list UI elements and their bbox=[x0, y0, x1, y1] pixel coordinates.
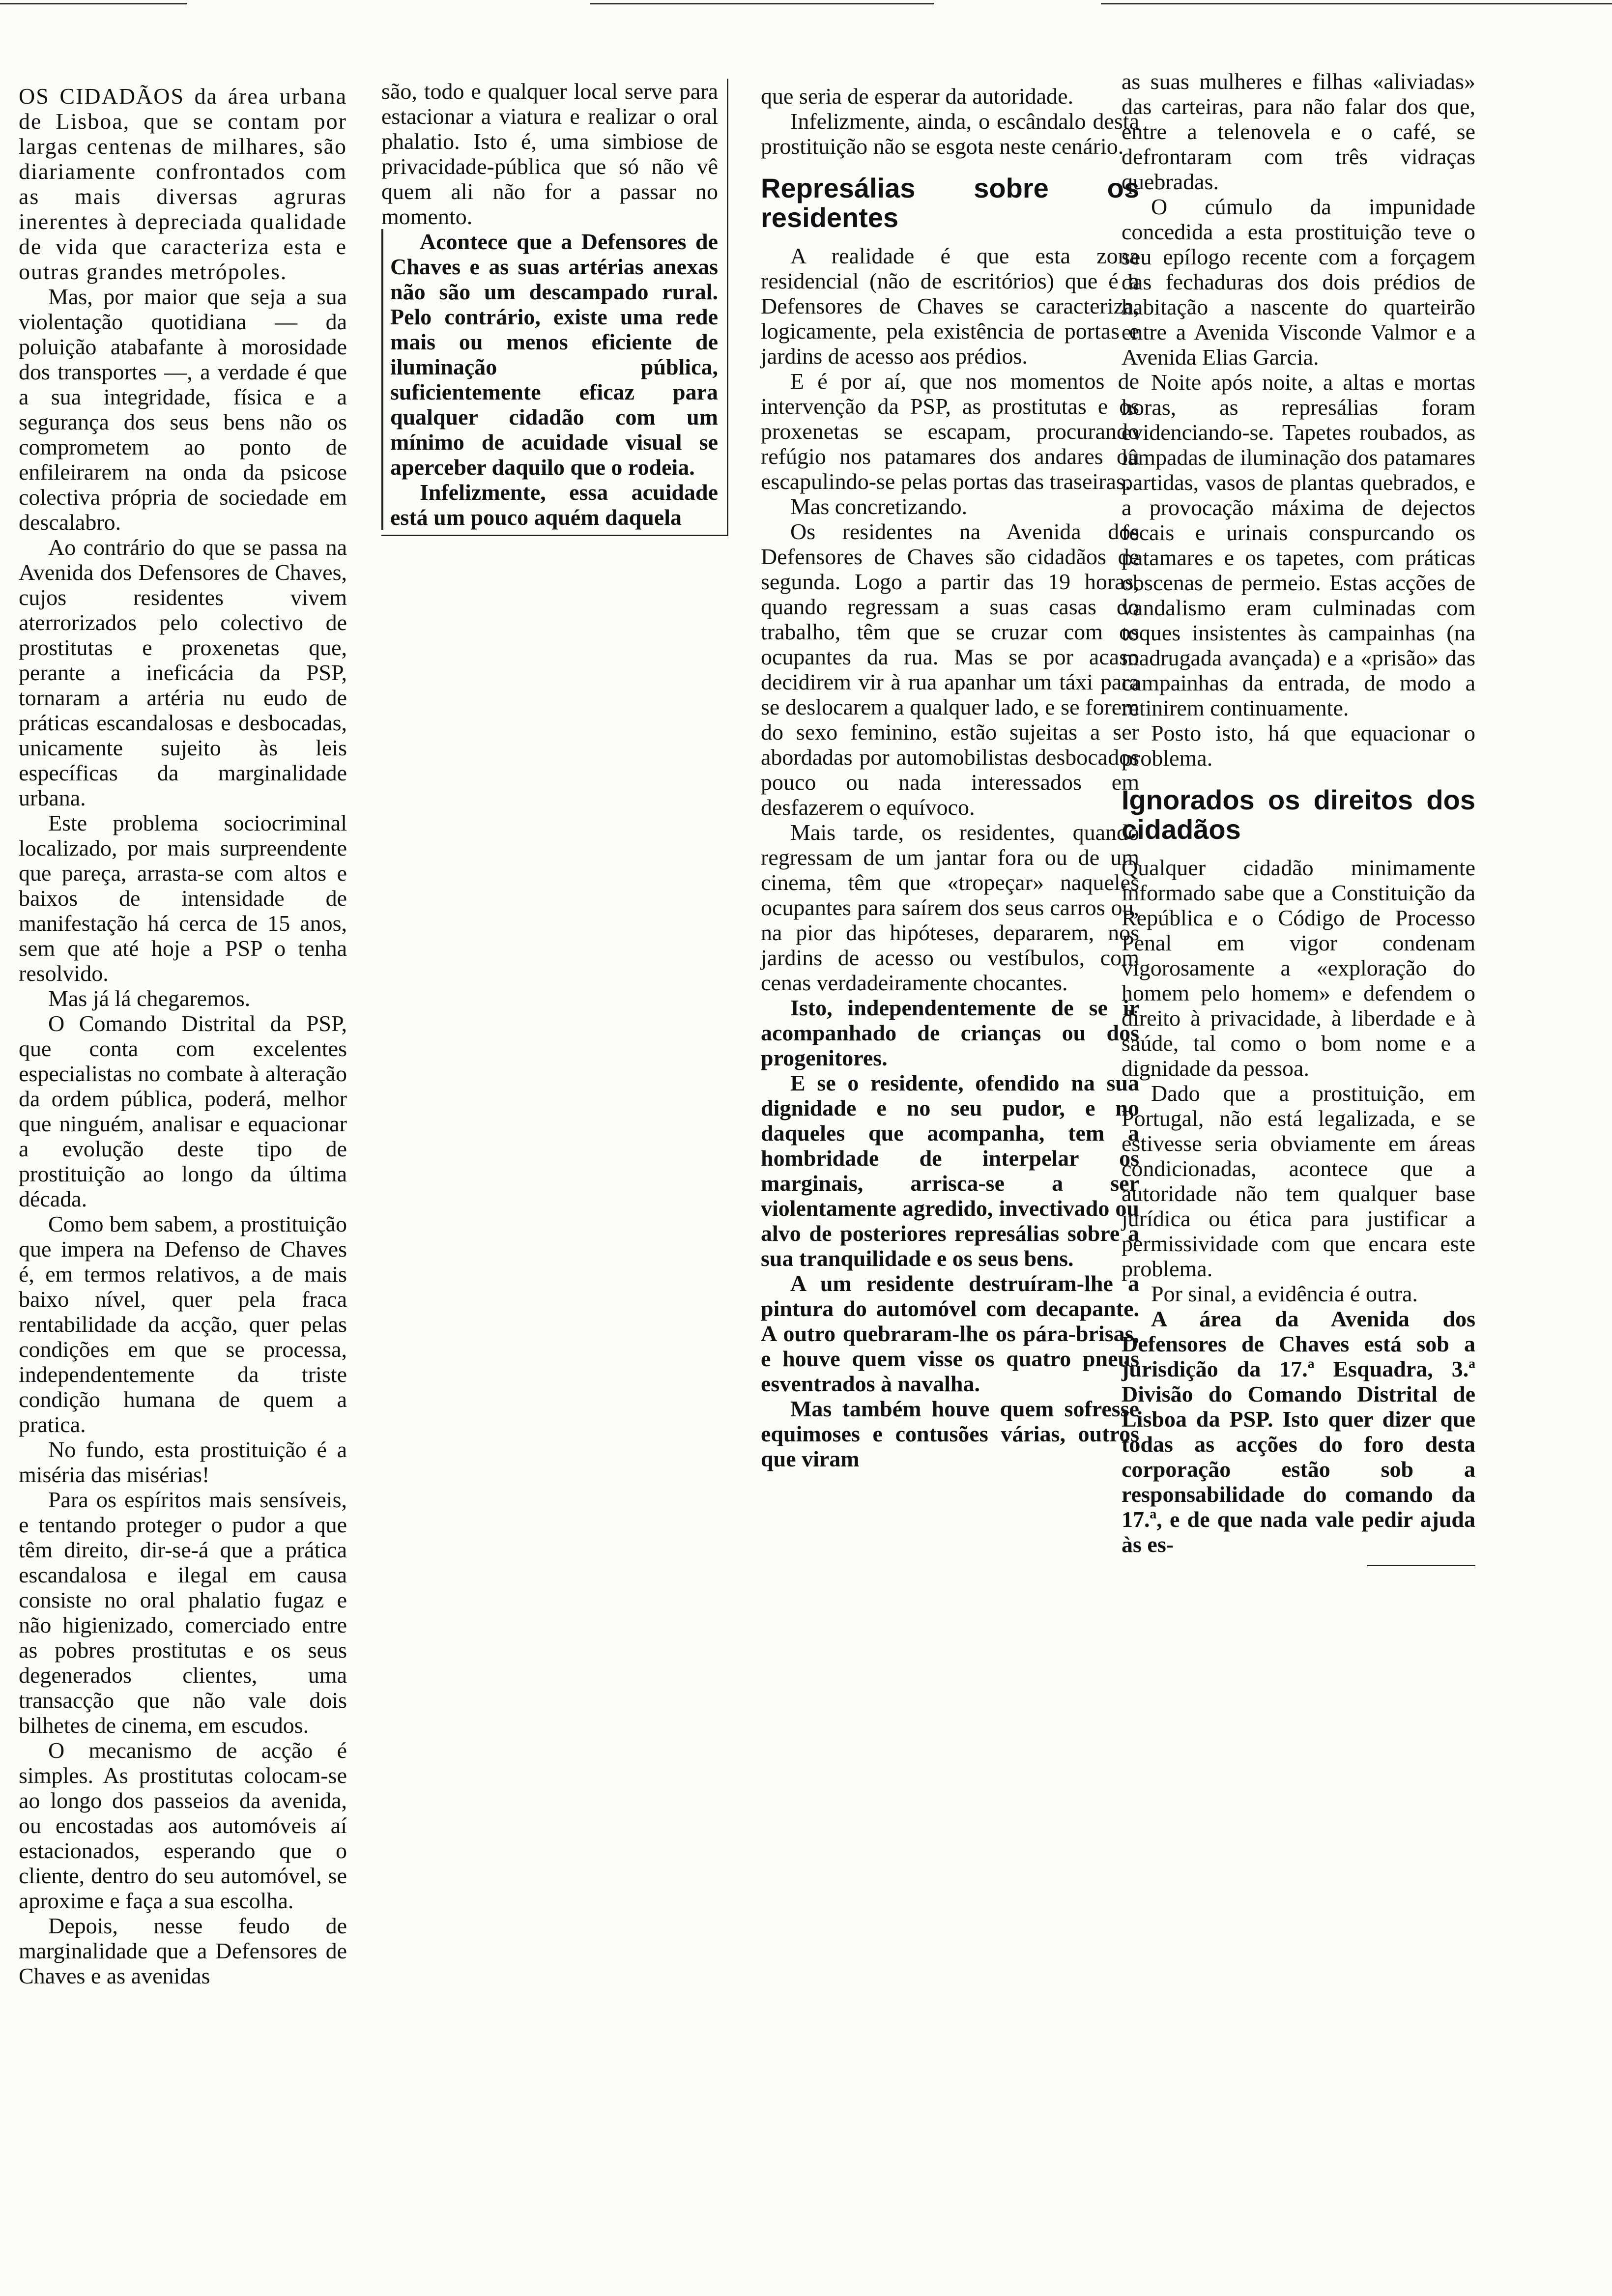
paragraph: O Comando Distrital da PSP, que conta com excelentes especialistas no combate à alteração da ordem pública, poderá, melhor que ninguém, analisar e equacionar a evolução deste tipo de prostituição ao longo da última década. bbox=[19, 1011, 347, 1211]
paragraph: Mas também houve quem sofresse equimoses e contusões várias, outros que viram bbox=[761, 1396, 1139, 1471]
paragraph: Noite após noite, a altas e mortas horas, as represálias foram evidenciando-se. Tapetes roubados, as lâmpadas de iluminação dos patamares partidas, vasos de plantas quebrados, e a provocação máxima de dejectos fecais e urinais conspurcando os patamares e os tapetes, com práticas obscenas de permeio. Estas acções de vandalismo eram culminadas com toques insistentes às campainhas (na madrugada avançada) e a «prisão» das campainhas da entrada, de modo a retinirem continuamente. bbox=[1122, 370, 1475, 720]
paragraph: O mecanismo de acção é simples. As prostitutas colocam-se ao longo dos passeios da avenida, ou encostadas aos automóveis aí estacionados, esperando que o cliente, dentro do seu automóvel, se aproxime e faça a sua escolha. bbox=[19, 1738, 347, 1913]
section-heading: Ignorados os direitos dos cidadãos bbox=[1122, 784, 1475, 845]
paragraph: Este problema sociocriminal localizado, por mais surpreendente que pareça, arrasta-se com altos e baixos de intensidade de manifestação há cerca de 15 anos, sem que até hoje a PSP o tenha resolvido. bbox=[19, 810, 347, 986]
paragraph: Infelizmente, ainda, o escândalo desta prostituição não se esgota neste cenário. bbox=[761, 109, 1139, 159]
top-rule-mid bbox=[590, 3, 934, 4]
paragraph: Posto isto, há que equacionar o problema. bbox=[1122, 720, 1475, 771]
paragraph: O cúmulo da impunidade concedida a esta prostituição teve o seu epílogo recente com a forçagem das fechaduras dos dois prédios de habitação a nascente do quarteirão entre a Avenida Visconde Valmor e a Avenida Elias Garcia. bbox=[1122, 194, 1475, 370]
paragraph: Depois, nesse feudo de marginalidade que a Defensores de Chaves e as avenidas bbox=[19, 1913, 347, 1988]
paragraph: Mas, por maior que seja a sua violentação quotidiana — da poluição atabafante à morosidade dos transportes —, a verdade é que a sua integridade, física e a segurança dos seus bens não os comprometem ao ponto de enfileirarem na onda da psicose colectiva própria de sociedade em descalabro. bbox=[19, 284, 347, 535]
paragraph: Os residentes na Avenida dos Defensores de Chaves são cidadãos de segunda. Logo a partir das 19 horas, quando regressam a suas casas do trabalho, têm que se cruzar com os ocupantes da rua. Mas se por acaso decidirem vir à rua apanhar um táxi para se deslocarem a qualquer lado, e se forem do sexo feminino, estão sujeitas a ser abordadas por automobilistas desbocados pouco ou nada interessados em desfazerem o equívoco. bbox=[761, 519, 1139, 820]
end-rule bbox=[1367, 1565, 1475, 1566]
highlight-box bbox=[381, 79, 728, 536]
paragraph: E se o residente, ofendido na sua dignidade e no seu pudor, e no daqueles que acompanha, tem a hombridade de interpelar os marginais, arrisca-se a ser violentamente agredido, invectivado ou alvo de posteriores represálias sobre a sua tranquilidade e os seus bens. bbox=[761, 1070, 1139, 1271]
paragraph: OS CIDADÃOS da área urbana de Lisboa, que se contam por largas centenas de milhares, são diariamente confrontados com as mais diversas agruras inerentes à depreciada qualidade de vida que caracteriza esta e outras grandes metrópoles. bbox=[19, 84, 347, 284]
paragraph: Acontece que a Defensores de Chaves e as suas artérias anexas não são um descampado rural. Pelo contrário, existe uma rede mais ou menos eficiente de iluminação pública, suficientemente eficaz para qualquer cidadão com um mínimo de acuidade visual se aperceber daquilo que o rodeia. bbox=[390, 229, 718, 480]
paragraph: que seria de esperar da autoridade. bbox=[761, 84, 1074, 109]
paragraph: No fundo, esta prostituição é a miséria das misérias! bbox=[19, 1437, 347, 1487]
paragraph: Mas já lá chegaremos. bbox=[48, 986, 251, 1011]
paragraph: as suas mulheres e filhas «aliviadas» das carteiras, para não falar dos que, entre a telenovela e o café, se defrontaram com três vidraças quebradas. bbox=[1122, 69, 1475, 194]
paragraph: Dado que a prostituição, em Portugal, não está legalizada, e se estivesse seria obviamente em áreas condicionadas, acontece que a autoridade não tem qualquer base jurídica ou ética para justificar a permissividade com que encara este problema. bbox=[1122, 1081, 1475, 1281]
paragraph: Por sinal, a evidência é outra. bbox=[1151, 1281, 1418, 1306]
paragraph: Como bem sabem, a prostituição que impera na Defenso de Chaves é, em termos relativos, a de mais baixo nível, quer pela fraca rentabilidade da acção, quer pelas condições em que se processa, independentemente da triste condição humana de quem a pratica. bbox=[19, 1211, 347, 1437]
paragraph: Mais tarde, os residentes, quando regressam de um jantar fora ou de um cinema, têm que «tropeçar» naqueles ocupantes para saírem dos seus carros ou, na pior das hipóteses, depararem, nos jardins de acesso ou vestíbulos, com cenas verdadeiramente chocantes. bbox=[761, 820, 1139, 995]
paragraph: Mas concretizando. bbox=[790, 494, 968, 519]
paragraph: Qualquer cidadão minimamente informado sabe que a Constituição da República e o Código de Processo Penal em vigor condenam vigorosamente a «exploração do homem pelo homem» e defendem o direito à privacidade, à liberdade e à saúde, tal como o bom nome e a dignidade da pessoa. bbox=[1122, 855, 1475, 1081]
article-column-3 bbox=[761, 84, 1139, 1471]
paragraph: Ao contrário do que se passa na Avenida dos Defensores de Chaves, cujos residentes vivem aterrorizados pelo colectivo de prostitutas e proxenetas que, perante a ineficácia da PSP, tornaram a artéria nu eudo de práticas escandalosas e desbocadas, unicamente sujeito às leis específicas da marginalidade urbana. bbox=[19, 535, 347, 810]
paragraph: A realidade é que esta zona residencial (não de escritórios) que é a Defensores de Chaves se caracteriza, logicamente, pela existência de portas e jardins de acesso aos prédios. bbox=[761, 243, 1139, 369]
paragraph: Infelizmente, essa acuidade está um pouco aquém daquela bbox=[390, 480, 718, 530]
paragraph: E é por aí, que nos momentos de intervenção da PSP, as prostitutas e os proxenetas se escapam, procurando refúgio nos patamares dos andares ou escapulindo-se pelas portas das traseiras. bbox=[761, 369, 1139, 494]
paragraph: A um residente destruíram-lhe a pintura do automóvel com decapante. A outro quebraram-lhe os pára-brisas, e houve quem visse os quatro pneus esventrados à navalha. bbox=[761, 1271, 1139, 1396]
paragraph: são, todo e qualquer local serve para estacionar a viatura e realizar o oral phalatio. Isto é, uma simbiose de privacidade-pública que só não vê quem ali não for a passar no momento. bbox=[381, 79, 718, 229]
article-column-4 bbox=[1122, 69, 1475, 1566]
section-heading: Represálias sobre os residentes bbox=[761, 172, 1139, 233]
paragraph: A área da Avenida dos Defensores de Chaves está sob a jurisdição da 17.ª Esquadra, 3.ª Divisão do Comando Distrital de Lisboa da PSP. Isto quer dizer que todas as acções do foro desta corporação estão sob a responsabilidade do comando da 17.ª, e de que nada vale pedir ajuda às es- bbox=[1122, 1306, 1475, 1557]
article-column-1 bbox=[19, 84, 347, 1988]
paragraph: Isto, independentemente de se ir acompanhado de crianças ou dos progenitores. bbox=[761, 995, 1139, 1070]
highlight-side-rule bbox=[381, 229, 718, 530]
article-column-2 bbox=[381, 79, 728, 536]
top-rule-right bbox=[1101, 3, 1612, 4]
paragraph: Para os espíritos mais sensíveis, e tentando proteger o pudor a que têm direito, dir-se-á que a prática escandalosa e ilegal em causa consiste no oral phalatio fugaz e não higienizado, comerciado entre as pobres prostitutas e os seus degenerados clientes, uma transacção que não vale dois bilhetes de cinema, em escudos. bbox=[19, 1487, 347, 1738]
top-rule-left bbox=[0, 3, 187, 4]
